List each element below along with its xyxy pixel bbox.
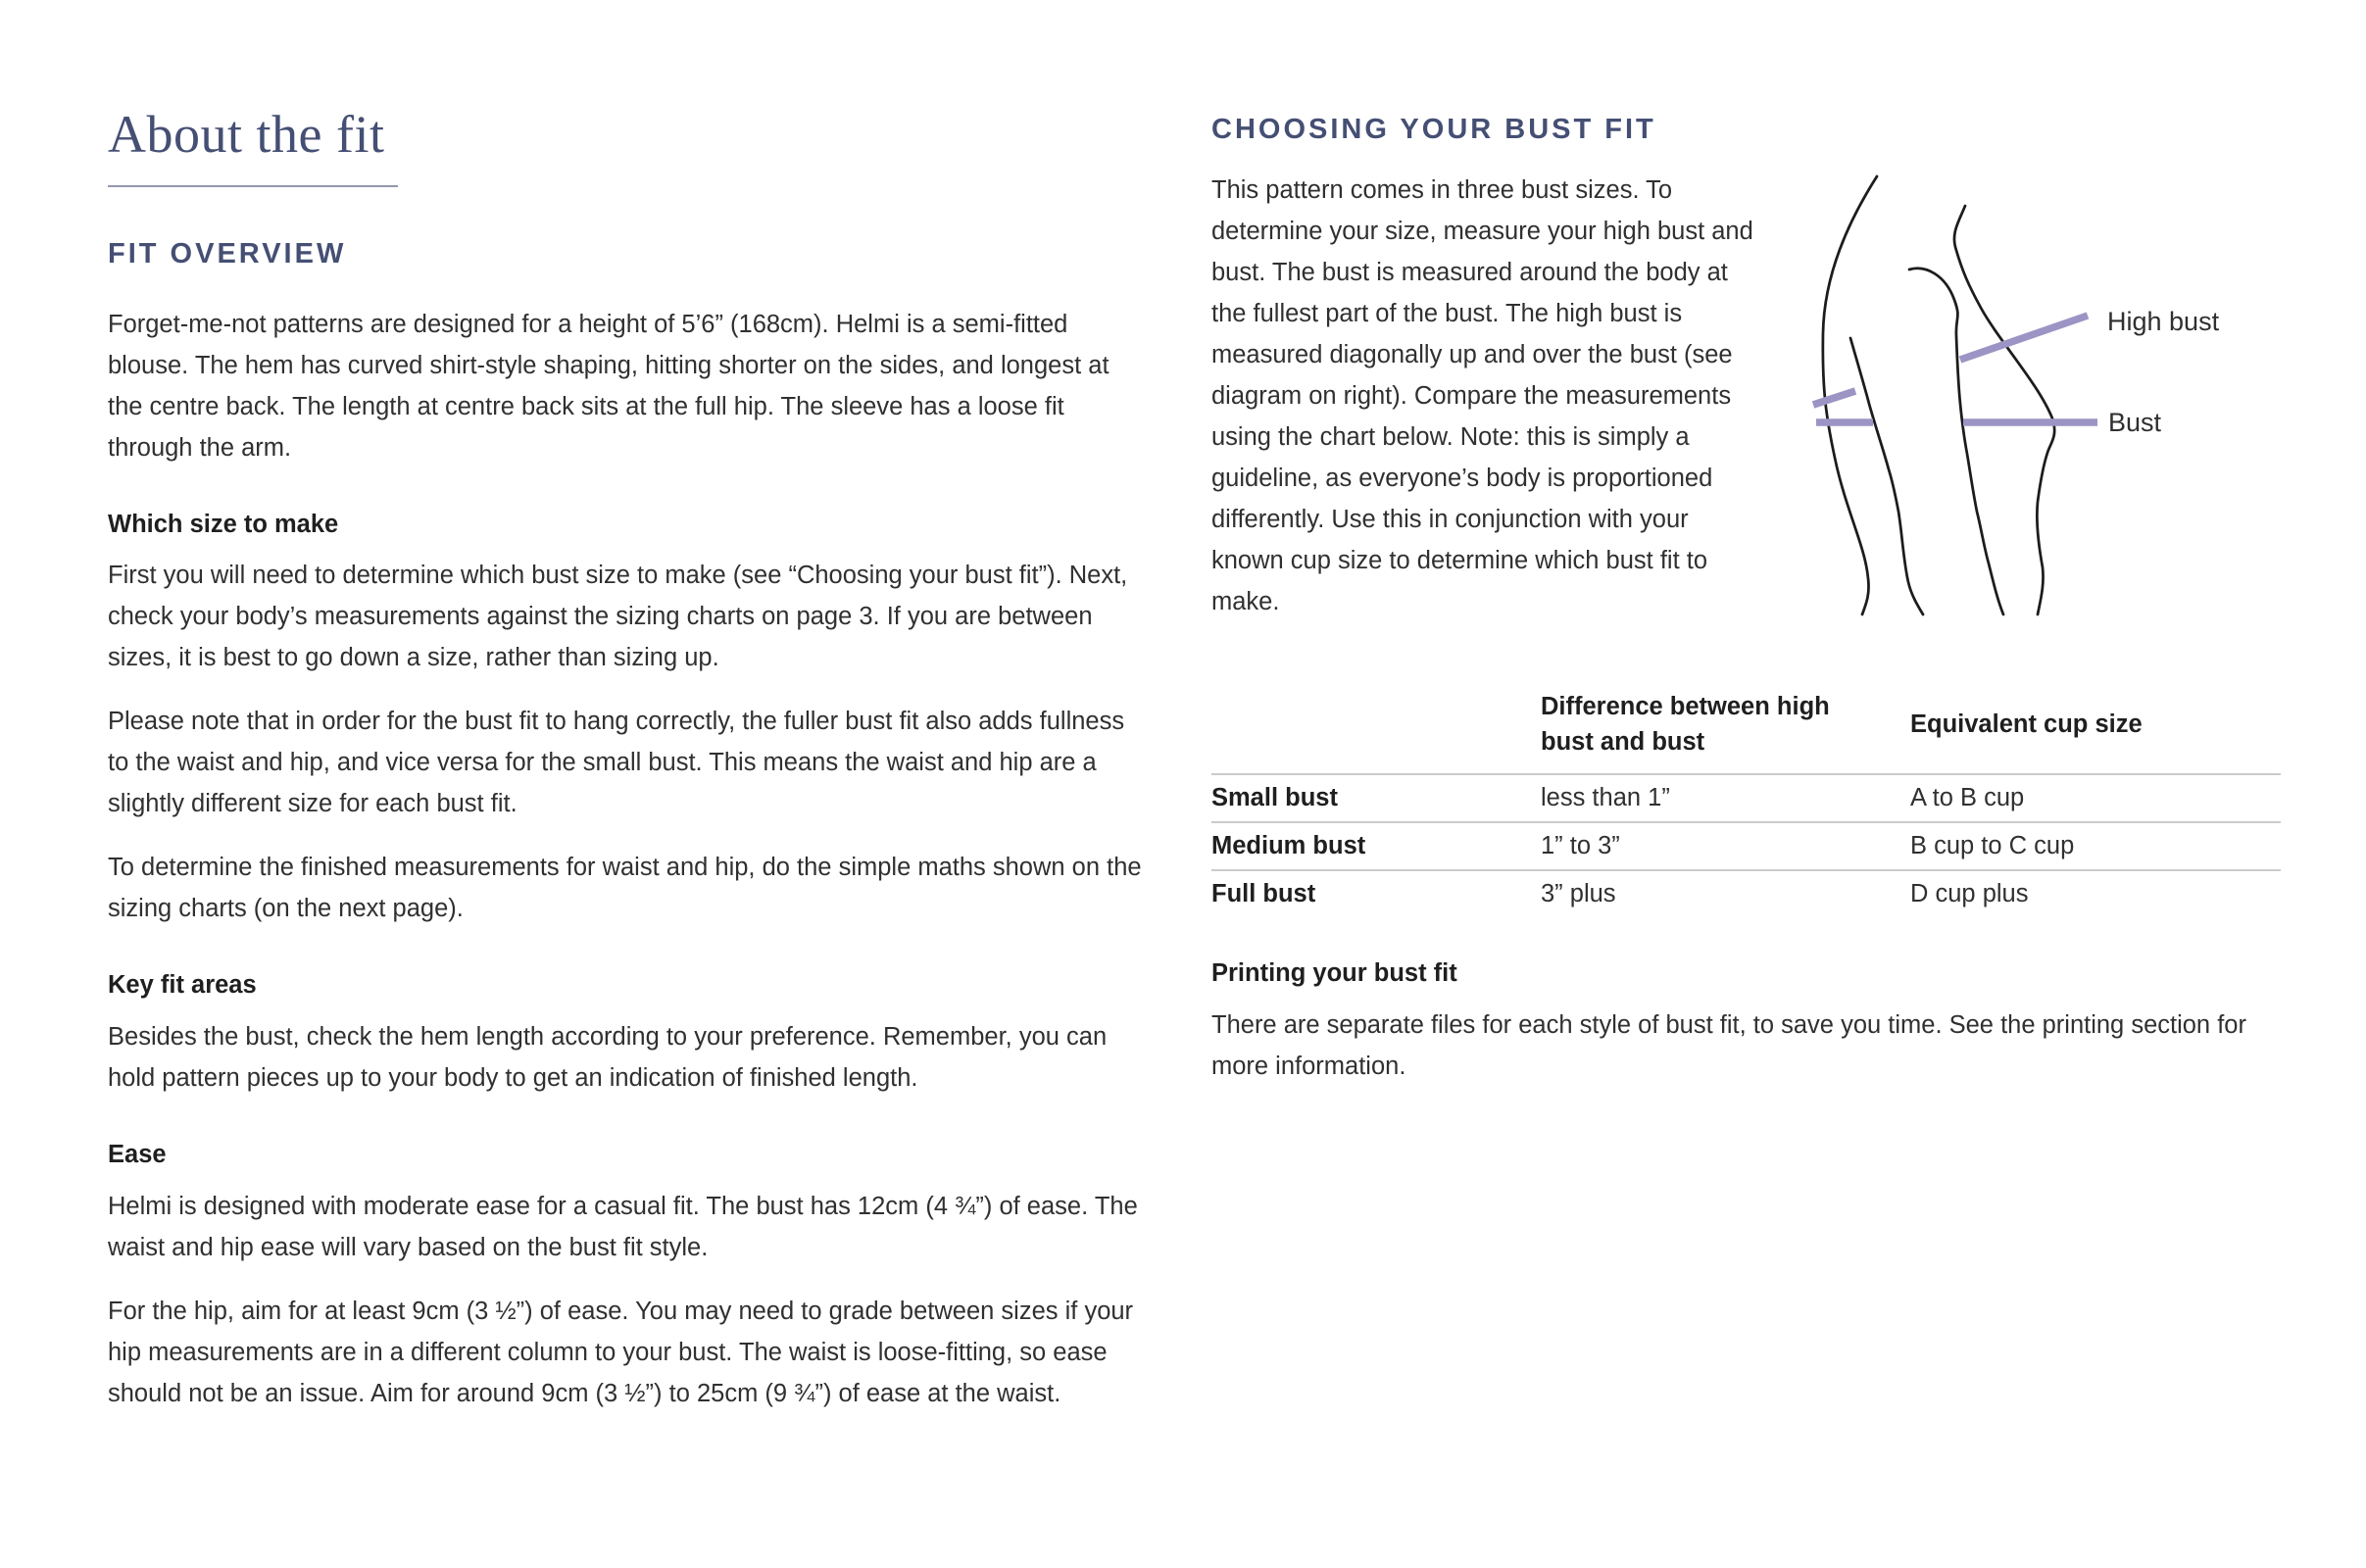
table-row-label: Small bust	[1211, 773, 1541, 821]
which-size-paragraph-1: First you will need to determine which bust size to make (see “Choosing your bust fit”). Next, check your body’s measurements against the sizing charts on page 3. If you are between sizes, it is best to go down a size, rather than sizing up.	[108, 562, 1128, 672]
table-cell-difference: less than 1”	[1541, 773, 1910, 821]
right-column	[1211, 82, 2284, 1414]
diagram-label-high-bust: High bust	[2107, 307, 2220, 337]
table-cell-cup: D cup plus	[1910, 869, 2281, 917]
ease-paragraph-2: For the hip, aim for at least 9cm (3 ½”) of ease. You may need to grade between sizes if your hip measurements are in a different column to your bust. The waist is loose-fitting, so ease should not be an issue. Aim for around 9cm (3 ½”) to 25cm (9 ¾”) of ease at the waist.	[108, 1297, 1134, 1407]
table-cell-cup: B cup to C cup	[1910, 821, 2281, 869]
table-header-cup-size: Equivalent cup size	[1910, 710, 2143, 739]
which-size-paragraph-2: Please note that in order for the bust fit to hang correctly, the fuller bust fit also adds fullness to the waist and hip, and vice versa for the small bust. This means the waist and hip are a slightly different size for each bust fit.	[108, 708, 1125, 818]
table-header-difference: Difference between high bust and bust	[1541, 693, 1830, 757]
section-heading-choosing-bust-fit: CHOOSING YOUR BUST FIT	[1211, 114, 1656, 145]
page-title: About the fit	[108, 105, 385, 164]
printing-paragraph: There are separate files for each style of bust fit, to save you time. See the printing section for more information.	[1211, 1010, 2246, 1080]
subheading-key-fit-areas: Key fit areas	[108, 971, 257, 1000]
high-bust-line	[1960, 316, 2088, 360]
subheading-ease: Ease	[108, 1140, 167, 1168]
table-row-label: Medium bust	[1211, 821, 1541, 869]
diagram-label-bust: Bust	[2108, 408, 2162, 438]
body-outline-lines	[1823, 176, 2054, 614]
bust-fit-intro-row	[1211, 170, 2284, 622]
ease-paragraph-1: Helmi is designed with moderate ease for a casual fit. The bust has 12cm (4 ¾”) of ease. The waist and hip ease will vary based on the bust fit style.	[108, 1192, 1138, 1261]
subheading-which-size-to-make: Which size to make	[108, 510, 339, 538]
left-column	[108, 82, 1149, 1414]
which-size-paragraph-3: To determine the finished measurements for waist and hip, do the simple maths shown on the sizing charts (on the next page).	[108, 854, 1142, 923]
title-underline	[108, 185, 398, 187]
table-cell-cup: A to B cup	[1910, 773, 2281, 821]
choosing-bust-fit-paragraph: This pattern comes in three bust sizes. To determine your size, measure your high bust and bust. The bust is measured around the body at the fullest part of the bust. The high bust is measured diagonally up and over the bust (see diagram on right). Compare the measurements using the chart below. Note: this is simply a guideline, as everyone’s body is proportioned differently. Use this in conjunction with your known cup size to determine which bust fit to make.	[1211, 176, 1753, 616]
table-cell-difference: 3” plus	[1541, 869, 1910, 917]
table-cell-difference: 1” to 3”	[1541, 821, 1910, 869]
table-header-empty	[1211, 724, 1541, 738]
subheading-printing-bust-fit: Printing your bust fit	[1211, 959, 1457, 988]
bust-fit-table	[1211, 689, 2281, 917]
body-sketch-illustration	[1797, 172, 2257, 622]
bust-measurement-diagram	[1797, 172, 2257, 622]
section-heading-fit-overview: FIT OVERVIEW	[108, 238, 347, 270]
fit-overview-paragraph: Forget-me-not patterns are designed for a height of 5’6” (168cm). Helmi is a semi-fitted blouse. The hem has curved shirt-style shaping, hitting shorter on the sides, and longest at the centre back. The length at centre back sits at the full hip. The sleeve has a loose fit through the arm.	[108, 310, 1109, 462]
key-fit-areas-paragraph: Besides the bust, check the hem length according to your preference. Remember, you can hold pattern pieces up to your body to get an indication of finished length.	[108, 1022, 1108, 1092]
high-bust-line	[1813, 391, 1855, 405]
table-row-label: Full bust	[1211, 869, 1541, 917]
